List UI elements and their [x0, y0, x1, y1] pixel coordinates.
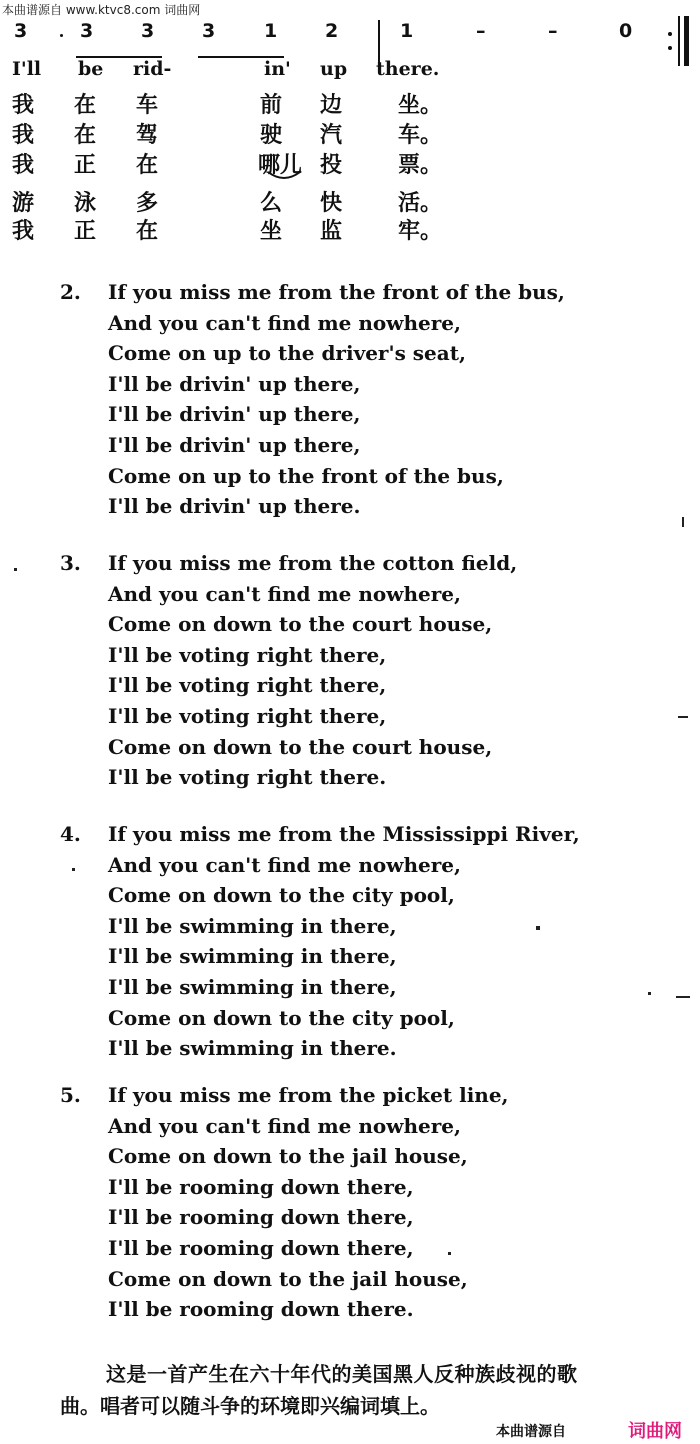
note: 3	[141, 20, 155, 42]
lyric-chinese-row	[0, 148, 700, 178]
lyric-chinese-row	[0, 186, 700, 216]
note: 3	[14, 20, 28, 42]
lyric-word: I'll	[12, 58, 42, 80]
lyric-line: I'll be drivin' up there,	[108, 402, 361, 427]
lyric-word: be	[78, 58, 104, 80]
lyric-line: I'll be drivin' up there,	[108, 371, 361, 396]
lyric-char: 车。	[398, 123, 443, 148]
lyric-char: 游	[12, 191, 35, 216]
lyric-line: I'll be rooming down there,	[108, 1205, 414, 1230]
lyric-english-row	[0, 58, 700, 82]
song-note-line: 这是一首产生在六十年代的美国黑人反种族歧视的歌	[106, 1362, 578, 1386]
lyric-char: 边	[320, 93, 343, 118]
stanza-lines	[108, 548, 517, 793]
note: 2	[325, 20, 339, 42]
lyric-char: 前	[260, 93, 283, 118]
scan-speck	[448, 1252, 451, 1255]
note: –	[548, 20, 558, 42]
scan-speck	[72, 868, 75, 871]
dot	[60, 34, 63, 37]
lyric-char: 哪儿	[258, 153, 303, 178]
lyric-char: 在	[74, 93, 97, 118]
lyric-line: Come on up to the driver's seat,	[108, 341, 466, 366]
lyric-char: 我	[12, 93, 35, 118]
lyric-line: I'll be drivin' up there.	[108, 494, 361, 519]
lyric-line: I'll be voting right there,	[108, 673, 387, 698]
lyric-line: Come on down to the court house,	[108, 734, 493, 759]
lyric-line: And you can't find me nowhere,	[108, 310, 461, 335]
lyric-char: 票。	[398, 153, 443, 178]
lyric-line: Come on down to the city pool,	[108, 883, 455, 908]
lyric-line: If you miss me from the Mississippi River,	[108, 822, 580, 846]
lyric-line: If you miss me from the cotton field,	[108, 551, 518, 575]
stanza-number: 3.	[60, 551, 81, 575]
lyric-char: 么	[260, 191, 283, 216]
lyric-line: And you can't find me nowhere,	[108, 1113, 461, 1138]
lyric-line: I'll be voting right there.	[108, 765, 387, 790]
watermark-bottom-right: 词曲网	[628, 1421, 682, 1442]
lyric-line: If you miss me from the front of the bus,	[108, 280, 565, 304]
lyric-word: rid-	[133, 58, 172, 80]
lyric-line: Come on down to the jail house,	[108, 1266, 468, 1291]
lyric-line: I'll be drivin' up there,	[108, 432, 361, 457]
lyric-char: 驾	[136, 123, 159, 148]
lyric-char: 我	[12, 123, 35, 148]
lyric-char: 汽	[320, 123, 343, 148]
lyric-char: 多	[136, 191, 159, 216]
lyric-line: I'll be rooming down there,	[108, 1174, 414, 1199]
scan-speck	[648, 992, 651, 995]
lyric-line: I'll be swimming in there,	[108, 974, 397, 999]
lyric-char: 我	[12, 153, 35, 178]
lyric-char: 我	[12, 219, 35, 244]
scan-speck	[676, 996, 690, 998]
scan-speck	[14, 568, 17, 571]
lyric-line: Come on down to the court house,	[108, 612, 493, 637]
lyric-chinese-row	[0, 214, 700, 244]
stanza-number: 2.	[60, 280, 81, 304]
lyric-char: 快	[320, 191, 343, 216]
note: 0	[619, 20, 633, 42]
notation-row	[0, 16, 700, 50]
stanza-number: 4.	[60, 822, 81, 846]
lyric-line: I'll be rooming down there,	[108, 1235, 414, 1260]
lyric-line: And you can't find me nowhere,	[108, 581, 461, 606]
lyric-char: 车	[136, 93, 159, 118]
lyric-line: I'll be swimming in there,	[108, 944, 397, 969]
note: 1	[264, 20, 278, 42]
lyric-line: I'll be voting right there,	[108, 703, 387, 728]
lyric-word: up	[320, 58, 348, 80]
lyric-word: in'	[264, 58, 291, 80]
lyric-char: 投	[320, 153, 343, 178]
watermark-top: 本曲谱源自 www.ktvc8.com 词曲网	[2, 3, 201, 17]
note: 3	[202, 20, 216, 42]
note: –	[476, 20, 486, 42]
stanza-number: 5.	[60, 1083, 81, 1107]
slur-mark	[266, 170, 302, 182]
song-note	[60, 1358, 690, 1422]
note: 3	[80, 20, 94, 42]
scan-speck	[678, 716, 688, 718]
stanza-lines	[108, 1080, 509, 1325]
repeat-dot	[668, 46, 672, 50]
scan-speck	[536, 926, 540, 930]
scan-speck	[682, 517, 684, 527]
watermark-bottom-left: 本曲谱源自	[496, 1424, 566, 1440]
lyric-line: Come on down to the jail house,	[108, 1144, 468, 1169]
lyric-line: I'll be swimming in there.	[108, 1036, 397, 1061]
lyric-word: there.	[376, 58, 440, 80]
song-note-line: 曲。唱者可以随斗争的环境即兴编词填上。	[60, 1394, 440, 1418]
repeat-dot	[668, 32, 672, 36]
lyric-char: 在	[136, 219, 159, 244]
lyric-char: 活。	[398, 191, 443, 216]
lyric-char: 驶	[260, 123, 283, 148]
lyric-line: I'll be swimming in there,	[108, 913, 397, 938]
lyric-line: Come on down to the city pool,	[108, 1005, 455, 1030]
lyric-chinese-row	[0, 88, 700, 118]
stanza-lines	[108, 277, 565, 522]
lyric-line: If you miss me from the picket line,	[108, 1083, 509, 1107]
lyric-char: 在	[74, 123, 97, 148]
lyric-char: 正	[74, 153, 97, 178]
lyric-chinese-row	[0, 118, 700, 148]
lyric-char: 正	[74, 219, 97, 244]
lyric-line: Come on up to the front of the bus,	[108, 463, 504, 488]
lyric-line: I'll be rooming down there.	[108, 1297, 414, 1322]
lyric-line: And you can't find me nowhere,	[108, 852, 461, 877]
stanza-lines	[108, 819, 580, 1064]
lyric-line: I'll be voting right there,	[108, 642, 387, 667]
lyric-char: 监	[320, 219, 343, 244]
lyric-char: 泳	[74, 191, 97, 216]
note: 1	[400, 20, 414, 42]
lyric-char: 坐	[260, 219, 283, 244]
lyric-char: 坐。	[398, 93, 443, 118]
lyric-char: 牢。	[398, 219, 443, 244]
lyric-char: 在	[136, 153, 159, 178]
